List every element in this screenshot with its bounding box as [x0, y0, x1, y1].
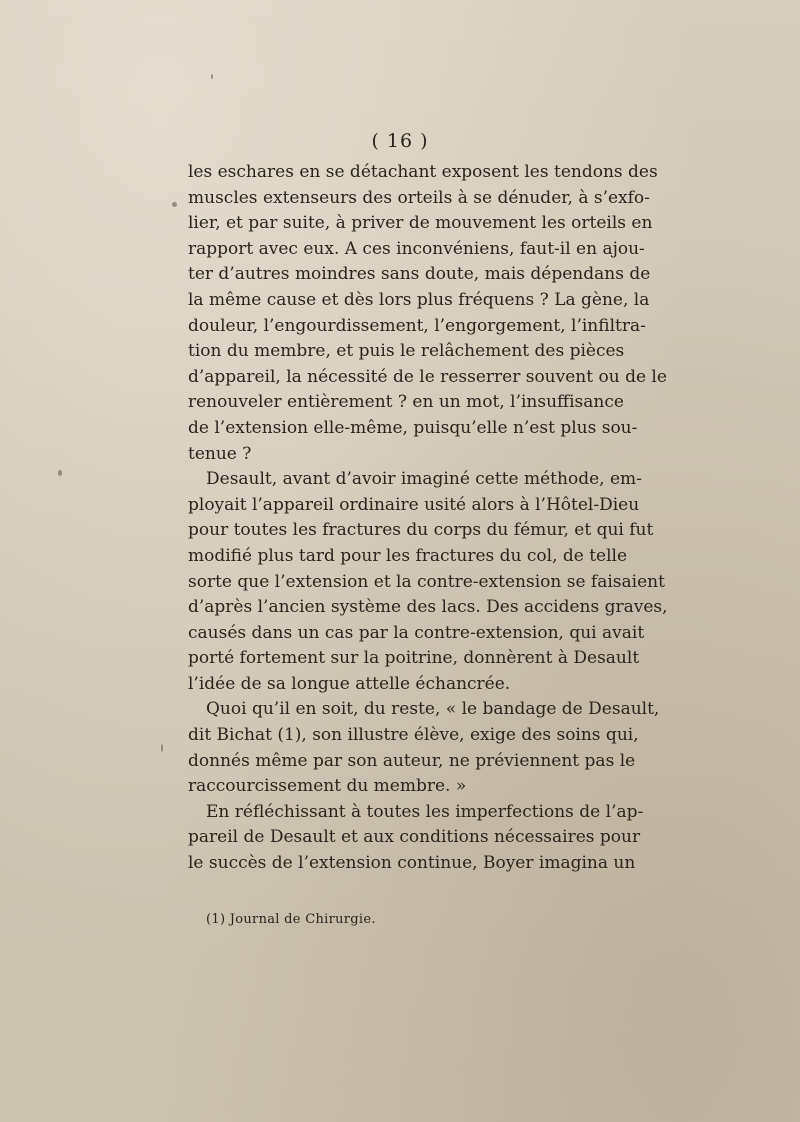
text-line: En réfléchissant à toutes les imperfections de l’ap- — [206, 801, 644, 822]
text-line: dit Bichat (1), son illustre élève, exige des soins qui, — [188, 725, 639, 746]
paper-speck — [58, 470, 62, 476]
text-line: d’appareil, la nécessité de le resserrer souvent ou de le — [188, 366, 667, 387]
text-line: les eschares en se détachant exposent les tendons des — [188, 162, 658, 182]
text-line: raccourcissement du membre. » — [188, 776, 467, 797]
text-line: l’idée de sa longue attelle échancrée. — [188, 673, 511, 694]
text-line: d’après l’ancien système des lacs. Des accidens graves, — [188, 597, 668, 618]
text-line: porté fortement sur la poitrine, donnèrent à Desault — [188, 648, 640, 669]
text-line: Quoi qu’il en soit, du reste, « le bandage de Desault, — [206, 699, 660, 720]
text-line: pour toutes les fractures du corps du fémur, et qui fut — [188, 520, 654, 541]
text-line: douleur, l’engourdissement, l’engorgement, l’infiltra- — [188, 315, 646, 336]
text-line: rapport avec eux. A ces inconvéniens, faut-il en ajou- — [188, 238, 645, 259]
text-line: muscles extenseurs des orteils à se dénuder, à s’exfo- — [188, 187, 650, 208]
text-line: Desault, avant d’avoir imaginé cette méthode, em- — [206, 469, 642, 490]
text-line: donnés même par son auteur, ne préviennent pas le — [188, 750, 636, 771]
text-line: modifié plus tard pour les fractures du col, de telle — [188, 545, 628, 566]
page-number: ( 16 ) — [371, 130, 429, 152]
text-line: la même cause et dès lors plus fréquens ? La gène, la — [188, 289, 650, 310]
text-line: renouveler entièrement ? en un mot, l’insuffisance — [188, 392, 624, 413]
text-line: ter d’autres moindres sans doute, mais dépendans de — [188, 264, 651, 285]
body-text — [188, 160, 668, 877]
text-line: sorte que l’extension et la contre-extension se faisaient — [188, 571, 665, 592]
paper-speck — [211, 74, 213, 79]
text-line: causés dans un cas par la contre-extension, qui avait — [188, 622, 645, 643]
text-line: lier, et par suite, à priver de mouvement les orteils en — [188, 213, 653, 234]
text-line: tion du membre, et puis le relâchement des pièces — [188, 341, 625, 362]
paper-speck — [172, 202, 177, 207]
footnote: (1) Journal de Chirurgie. — [206, 912, 376, 927]
text-line: pareil de Desault et aux conditions nécessaires pour — [188, 827, 641, 848]
text-line: tenue ? — [188, 443, 252, 464]
text-line: ployait l’appareil ordinaire usité alors à l’Hôtel-Dieu — [188, 494, 640, 515]
text-line: le succès de l’extension continue, Boyer imagina un — [188, 853, 636, 874]
paper-speck — [161, 744, 163, 752]
text-line: de l’extension elle-même, puisqu’elle n’est plus sou- — [188, 417, 638, 438]
